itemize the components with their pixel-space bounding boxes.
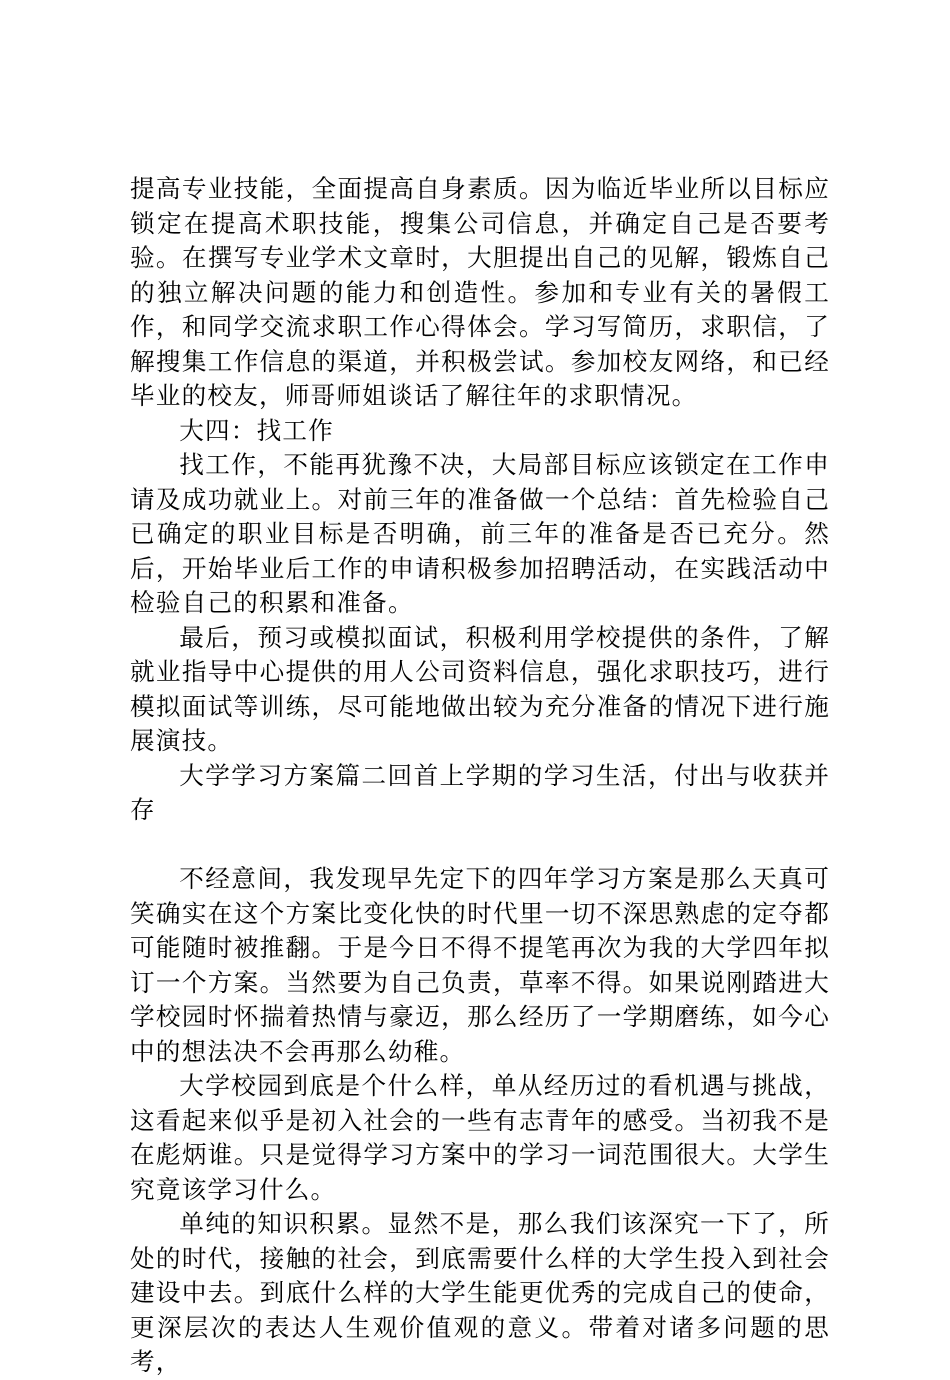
- paragraph-3: 最后，预习或模拟面试，积极利用学校提供的条件，了解就业指导中心提供的用人公司资料信息，强化求职技巧，进行模拟面试等训练，尽可能地做出较为充分准备的情况下进行施展演技。: [130, 622, 830, 755]
- blank-line: [130, 828, 830, 863]
- paragraph-1: 提高专业技能，全面提高自身素质。因为临近毕业所以目标应锁定在提高术职技能，搜集公司信息，并确定自己是否要考验。在撰写专业学术文章时，大胆提出自己的见解，锻炼自己的独立解决问题的能力和创造性。参加和专业有关的暑假工作，和同学交流求职工作心得体会。学习写简历，求职信，了解搜集工作信息的渠道，并积极尝试。参加校友网络，和已经毕业的校友，师哥师姐谈话了解往年的求职情况。: [130, 174, 830, 410]
- document-body: [130, 172, 830, 1380]
- section-heading-senior-year: 大四：找工作: [179, 415, 334, 445]
- paragraph-2: 找工作，不能再犹豫不决，大局部目标应该锁定在工作申请及成功就业上。对前三年的准备做一个总结：首先检验自己已确定的职业目标是否明确，前三年的准备是否已充分。然后，开始毕业后工作的申请积极参加招聘活动，在实践活动中检验自己的积累和准备。: [130, 450, 830, 617]
- paragraph-4: 不经意间，我发现早先定下的四年学习方案是那么天真可笑确实在这个方案比变化快的时代里一切不深思熟虑的定夺都可能随时被推翻。于是今日不得不提笔再次为我的大学四年拟订一个方案。当然要为自己负责，草率不得。如果说刚踏进大学校园时怀揣着热情与豪迈，那么经历了一学期磨练，如今心中的想法决不会再那么幼稚。: [130, 864, 830, 1066]
- section-heading-plan-two: 大学学习方案篇二回首上学期的学习生活，付出与收获并存: [130, 760, 830, 824]
- paragraph-6: 单纯的知识积累。显然不是，那么我们该深究一下了，所处的时代，接触的社会，到底需要什么样的大学生投入到社会建设中去。到底什么样的大学生能更优秀的完成自己的使命，更深层次的表达人生观价值观的意义。带着对诸多问题的思考，: [130, 1209, 830, 1376]
- paragraph-5: 大学校园到底是个什么样，单从经历过的看机遇与挑战，这看起来似乎是初入社会的一些有志青年的感受。当初我不是在彪炳谁。只是觉得学习方案中的学习一词范围很大。大学生究竟该学习什么。: [130, 1071, 830, 1204]
